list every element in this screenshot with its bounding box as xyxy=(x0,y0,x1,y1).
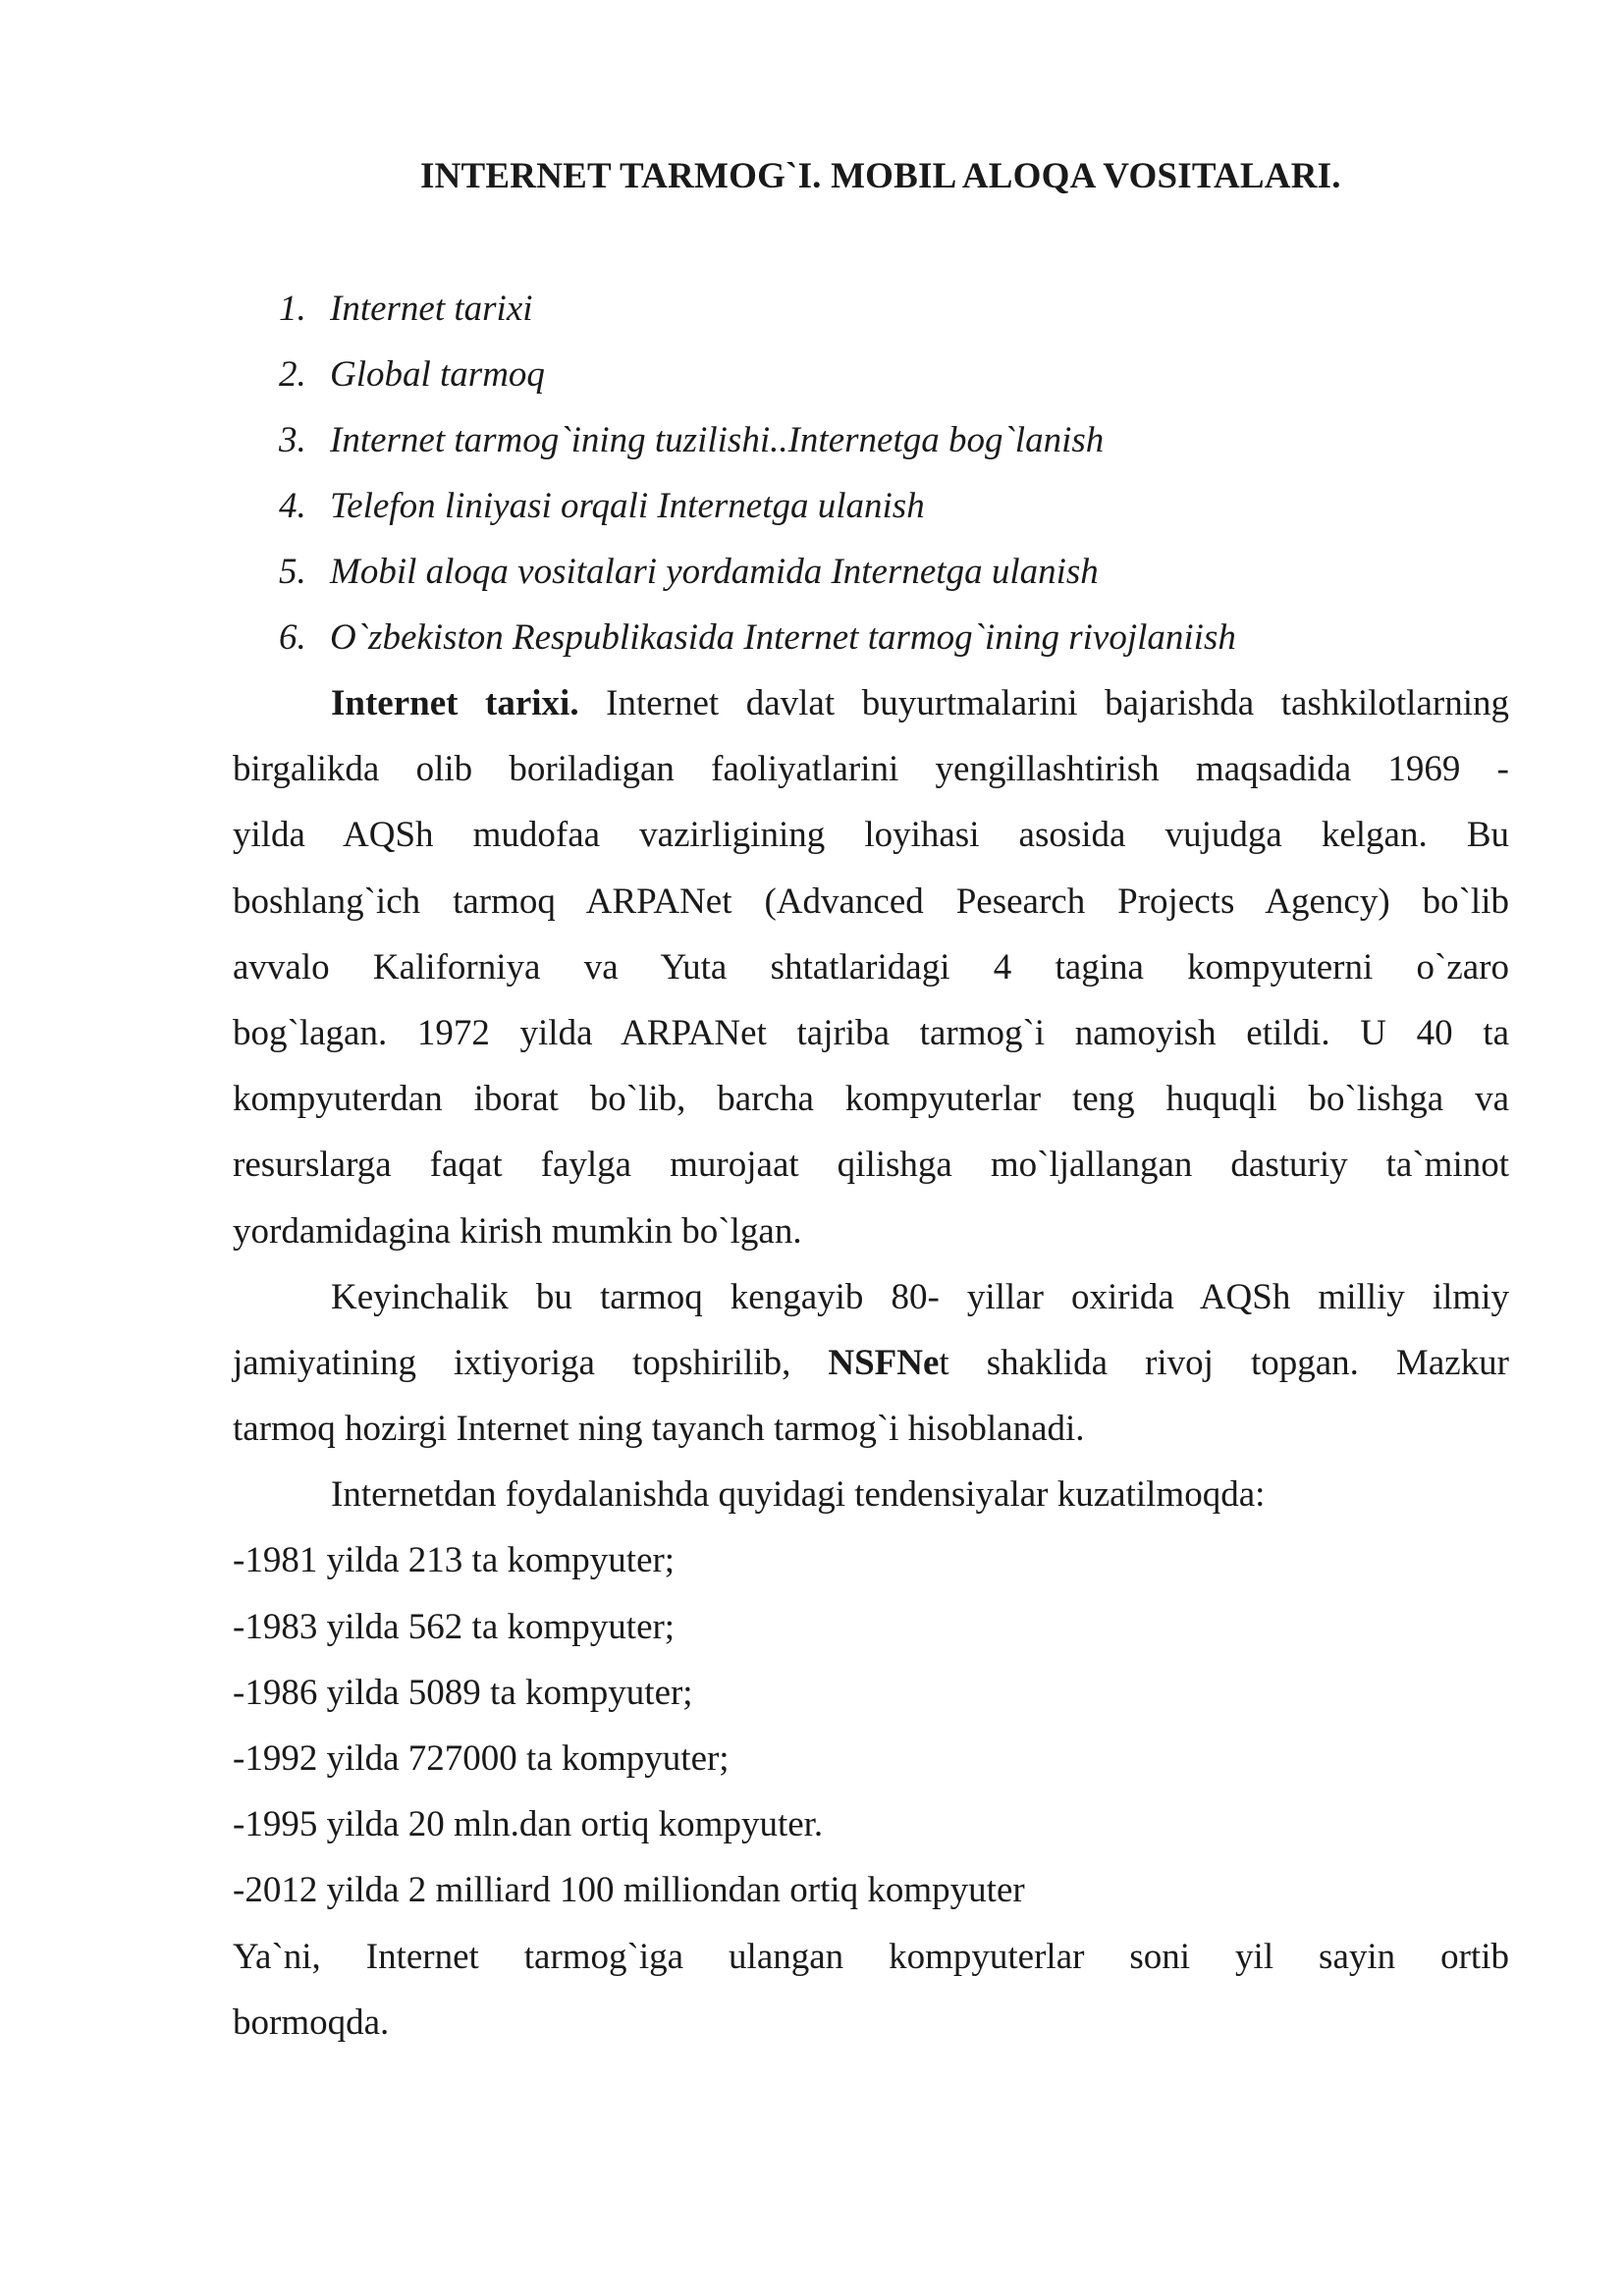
topic-text: Internet tarmog`ining tuzilishi..Internetga bog`lanish xyxy=(330,420,1105,460)
text-line xyxy=(233,677,1509,743)
section-heading: Internet tarixi. xyxy=(331,683,579,723)
text-line: Ya`ni, Internet tarmog`iga ulangan kompyuterlar soni yil sayin ortib xyxy=(233,1936,1509,1977)
trend-item: -1992 yilda 727000 ta kompyuter; xyxy=(233,1738,730,1779)
topic-text: O`zbekiston Respublikasida Internet tarmog`ining rivojlaniish xyxy=(330,617,1236,658)
topic-item xyxy=(279,283,1555,348)
topic-item xyxy=(279,546,1555,612)
text-line: Internetdan foydalanishda quyidagi tendensiyalar kuzatilmoqda: xyxy=(331,1474,1266,1516)
text-line: birgalikda olib boriladigan faoliyatlarini yengillashtirish maqsadida 1969 - xyxy=(233,749,1509,790)
text-line: tarmoq hozirgi Internet ning tayanch tarmog`i hisoblanadi. xyxy=(233,1409,1085,1450)
topic-text: Internet tarixi xyxy=(330,289,533,329)
topic-item xyxy=(279,480,1555,546)
topic-text: Mobil aloqa vositalari yordamida Internetga ulanish xyxy=(330,552,1099,592)
text-line: bormoqda. xyxy=(233,2002,390,2043)
text-line: bog`lagan. 1972 yilda ARPANet tajriba tarmog`i namoyish etildi. U 40 ta xyxy=(233,1012,1509,1053)
topic-number: 1. xyxy=(279,289,306,329)
topic-item xyxy=(279,612,1555,677)
text-line: kompyuterdan iborat bo`lib, barcha kompyuterlar teng huquqli bo`lishga va xyxy=(233,1079,1509,1120)
topic-item xyxy=(279,414,1555,480)
text-run: Internet davlat buyurtmalarini bajarishda tashkilotlarning xyxy=(578,683,1509,723)
topic-text: Global tarmoq xyxy=(330,354,545,395)
text-line: yordamidagina kirish mumkin bo`lgan. xyxy=(233,1210,802,1252)
text-line: yilda AQSh mudofaa vazirligining loyihasi asosida vujudga kelgan. Bu xyxy=(233,815,1509,856)
topic-number: 2. xyxy=(279,354,306,395)
paragraph-history xyxy=(233,677,1509,1271)
paragraph-nsfnet xyxy=(233,1271,1509,1469)
text-run: t shaklida rivoj topgan. Mazkur xyxy=(939,1342,1509,1383)
text-line: boshlang`ich tarmoq ARPANet (Advanced Pesearch Projects Agency) bo`lib xyxy=(233,881,1509,922)
trend-item: -2012 yilda 2 milliard 100 milliondan ortiq kompyuter xyxy=(233,1870,1025,1911)
trend-item: -1986 yilda 5089 ta kompyuter; xyxy=(233,1672,693,1713)
paragraph-trends xyxy=(233,1468,1509,2062)
topic-text: Telefon liniyasi orqali Internetga ulanish xyxy=(330,486,925,526)
trend-item: -1981 yilda 213 ta kompyuter; xyxy=(233,1540,676,1581)
topic-number: 6. xyxy=(279,617,306,658)
document-title: INTERNET TARMOG`I. MOBIL ALOQA VOSITALARI. xyxy=(420,156,1341,196)
text-line: resurslarga faqat faylga murojaat qilishga mo`ljallangan dasturiy ta`minot xyxy=(233,1145,1509,1186)
topic-number: 5. xyxy=(279,552,306,592)
topics-list xyxy=(279,283,1555,677)
topic-number: 3. xyxy=(279,420,306,460)
trend-item: -1983 yilda 562 ta kompyuter; xyxy=(233,1606,676,1647)
trend-item: -1995 yilda 20 mln.dan ortiq kompyuter. xyxy=(233,1804,824,1845)
text-line: Keyinchalik bu tarmoq kengayib 80- yillar oxirida AQSh milliy ilmiy xyxy=(331,1276,1509,1317)
document-body xyxy=(233,677,1509,2062)
topic-number: 4. xyxy=(279,486,306,526)
topic-item xyxy=(279,348,1555,414)
text-line: avvalo Kaliforniya va Yuta shtatlaridagi 4 tagina kompyuterni o`zaro xyxy=(233,946,1509,988)
text-run: jamiyatining ixtiyoriga topshirilib, xyxy=(233,1342,829,1383)
nsfnet-bold: NSFNe xyxy=(828,1342,940,1383)
text-line xyxy=(233,1337,1509,1403)
